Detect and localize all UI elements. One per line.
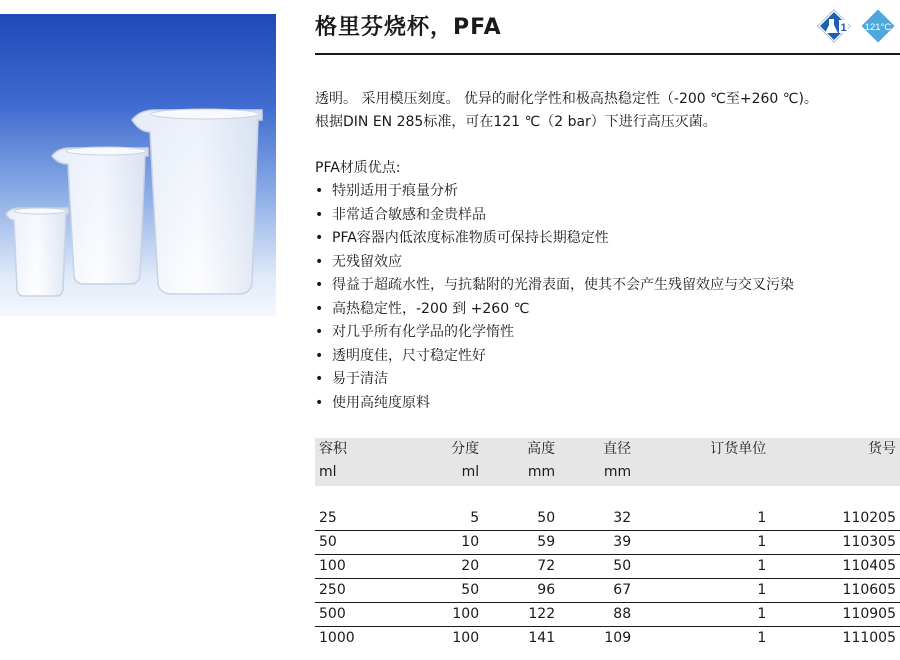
cell-cat-no: 110305 xyxy=(842,534,896,550)
cell-order-unit: 1 xyxy=(757,630,767,646)
class-badge-label: 1 xyxy=(840,22,847,34)
list-item: • 透明度佳，尺寸稳定性好 xyxy=(315,345,794,369)
autoclave-temperature: 121°C xyxy=(864,22,892,33)
table-spacer xyxy=(315,486,900,507)
large-beaker xyxy=(132,109,262,294)
list-item: • 对几乎所有化学品的化学惰性 xyxy=(315,321,794,345)
cell-height: 50 xyxy=(537,510,556,526)
cell-volume: 500 xyxy=(319,606,346,622)
unit-cat-no xyxy=(770,461,900,486)
col-header-volume: 容积 xyxy=(319,441,347,457)
cell-cat-no: 110205 xyxy=(842,510,896,526)
cell-order-unit: 1 xyxy=(757,606,767,622)
cell-cat-no: 110605 xyxy=(842,582,896,598)
cell-diameter: 67 xyxy=(613,582,632,598)
intro-line-2: 根据DIN EN 285标准，可在121 ℃（2 bar）下进行高压灭菌。 xyxy=(315,114,717,130)
table-row xyxy=(315,627,900,651)
intro-text xyxy=(315,88,818,134)
cell-graduation: 100 xyxy=(452,630,480,646)
unit-diameter: mm xyxy=(603,464,632,480)
cell-volume: 100 xyxy=(319,558,346,574)
list-item: • 高热稳定性，-200 到 +260 ℃ xyxy=(315,298,794,322)
cell-diameter: 32 xyxy=(613,510,632,526)
table-row xyxy=(315,555,900,579)
cell-diameter: 39 xyxy=(613,534,632,550)
cell-graduation: 50 xyxy=(461,582,480,598)
small-beaker xyxy=(6,208,68,296)
col-header-cat-no: 货号 xyxy=(868,441,896,457)
cell-height: 141 xyxy=(528,630,556,646)
cell-order-unit: 1 xyxy=(757,582,767,598)
cell-diameter: 50 xyxy=(613,558,632,574)
cell-height: 72 xyxy=(537,558,556,574)
list-item: • 易于清洁 xyxy=(315,368,794,392)
cell-cat-no: 111005 xyxy=(842,630,896,646)
col-header-height: 高度 xyxy=(527,441,556,457)
beakers-image xyxy=(0,14,276,316)
cell-graduation: 100 xyxy=(452,606,480,622)
cell-volume: 250 xyxy=(319,582,346,598)
cell-order-unit: 1 xyxy=(757,534,767,550)
spec-table xyxy=(315,438,900,650)
cell-graduation: 20 xyxy=(461,558,480,574)
col-header-order-unit: 订货单位 xyxy=(710,441,767,457)
unit-graduation: ml xyxy=(461,464,480,480)
cell-order-unit: 1 xyxy=(757,510,767,526)
cell-volume: 50 xyxy=(319,534,337,550)
cell-graduation: 5 xyxy=(470,510,480,526)
title-divider xyxy=(315,53,900,55)
certification-badges xyxy=(812,6,900,46)
advantages-heading: PFA材质优点: xyxy=(315,160,401,176)
product-photo xyxy=(0,14,276,316)
cell-volume: 25 xyxy=(319,510,337,526)
list-item: • 非常适合敏感和金贵样品 xyxy=(315,204,794,228)
unit-volume: ml xyxy=(319,464,337,480)
cell-height: 96 xyxy=(537,582,556,598)
table-units-row xyxy=(315,461,900,486)
cell-height: 122 xyxy=(528,606,556,622)
list-item: • PFA容器内低浓度标准物质可保持长期稳定性 xyxy=(315,227,794,251)
intro-line-1: 透明。 采用模压刻度。 优异的耐化学性和极高热稳定性（-200 ℃至+260 ℃)。 xyxy=(315,91,818,107)
col-header-diameter: 直径 xyxy=(603,441,632,457)
cell-volume: 1000 xyxy=(319,630,355,646)
list-item: • 无残留效应 xyxy=(315,251,794,275)
cell-diameter: 109 xyxy=(604,630,632,646)
cell-cat-no: 110405 xyxy=(842,558,896,574)
cell-cat-no: 110905 xyxy=(842,606,896,622)
table-row xyxy=(315,507,900,531)
unit-order-unit xyxy=(635,461,770,486)
page-title: 格里芬烧杯，PFA xyxy=(315,15,502,40)
cell-diameter: 88 xyxy=(613,606,632,622)
table-row xyxy=(315,603,900,627)
list-item: • 得益于超疏水性，与抗黏附的光滑表面，使其不会产生残留效应与交叉污染 xyxy=(315,274,794,298)
cell-height: 59 xyxy=(537,534,556,550)
list-item: • 特别适用于痕量分析 xyxy=(315,180,794,204)
advantages-list xyxy=(315,180,794,415)
class-badge xyxy=(816,8,852,44)
cell-graduation: 10 xyxy=(461,534,480,550)
list-item: • 使用高纯度原料 xyxy=(315,392,794,416)
table-header-row xyxy=(315,438,900,461)
table-row xyxy=(315,531,900,555)
col-header-graduation: 分度 xyxy=(451,441,480,457)
cell-order-unit: 1 xyxy=(757,558,767,574)
table-row xyxy=(315,579,900,603)
unit-height: mm xyxy=(527,464,556,480)
autoclave-badge xyxy=(860,8,896,44)
